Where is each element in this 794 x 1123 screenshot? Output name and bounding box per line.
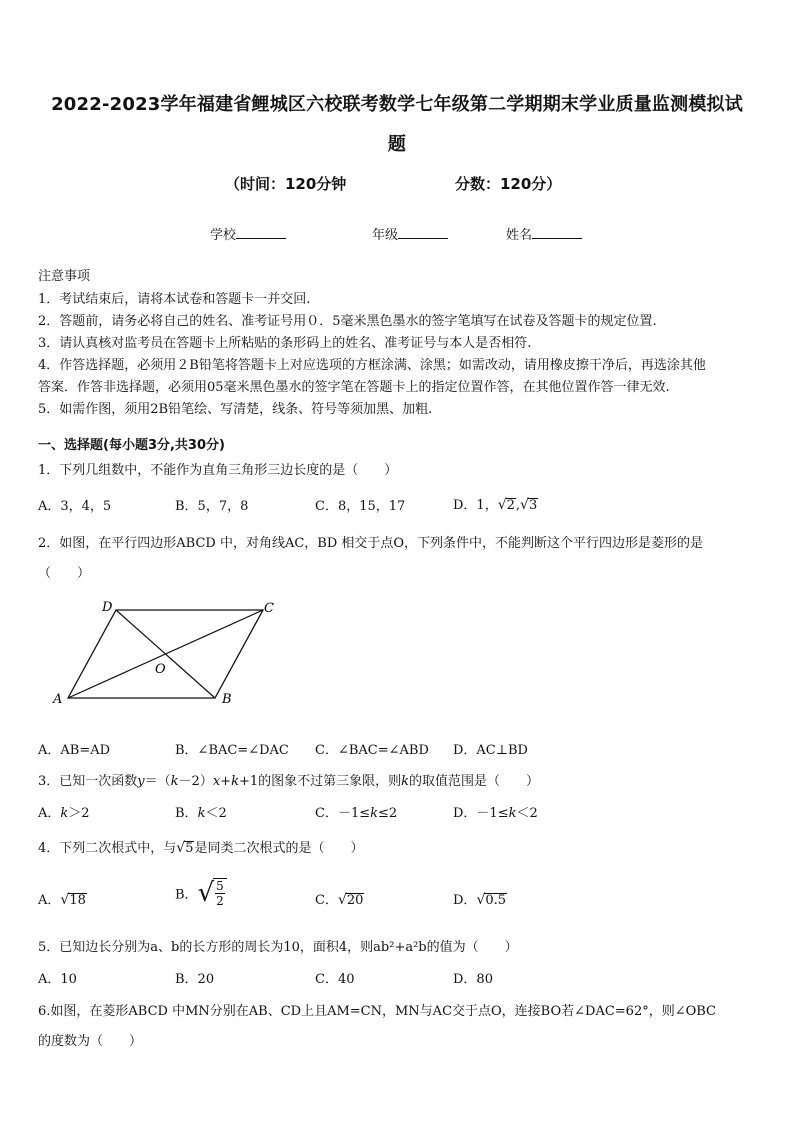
var-k: k	[170, 774, 179, 789]
question-6-stem-continued: 的度数为（ ）	[38, 1034, 143, 1049]
var-k: k	[370, 806, 379, 821]
note-item: 3．请认真核对监考员在答题卡上所粘贴的条形码上的姓名、准考证号与本人是否相符.	[38, 336, 532, 351]
radical-sign: √	[497, 497, 507, 513]
radicand: 3	[528, 498, 538, 513]
q3-a-post: ＞2	[68, 806, 90, 821]
q5-option-b[interactable]: B．20	[175, 972, 215, 987]
q3-option-d[interactable]	[453, 802, 538, 821]
radicand: 2	[506, 498, 515, 513]
numerator: 5	[216, 879, 224, 893]
q3-c-post: ≤2	[378, 806, 398, 821]
name-label: 姓名	[506, 228, 533, 243]
q4-c-pre: C．	[315, 893, 338, 908]
q3-d-post: ＜2	[516, 806, 538, 821]
total-score: 分数：120分）	[455, 175, 562, 193]
var-y: y	[137, 774, 145, 789]
var-k: k	[401, 774, 410, 789]
question-1-stem: 1．下列几组数中，不能作为直角三角形三边长度的是（ ）	[38, 463, 398, 478]
label-c: C	[264, 601, 274, 616]
question-2-stem: 2．如图，在平行四边形ABCD 中，对角线AC，BD 相交于点O，下列条件中，不能判断这个平行四边形是菱形的是	[38, 536, 704, 551]
q3-tail: +1的图象不过第三象限，则	[238, 774, 402, 789]
notes-heading: 注意事项	[38, 269, 91, 284]
grade-blank[interactable]	[398, 226, 448, 239]
q1-option-a[interactable]: A．3，4，5	[38, 499, 112, 514]
q1-d-prefix: D．1，	[453, 498, 498, 513]
q4-d-pre: D．	[453, 893, 477, 908]
radicand: 0.5	[485, 893, 507, 908]
q4-stem-suffix: 是同类二次根式的是（ ）	[194, 841, 364, 856]
exam-title: 2022-2023学年福建省鲤城区六校联考数学七年级第二学期期末学业质量监测模拟试	[51, 94, 743, 115]
label-b: B	[222, 692, 232, 707]
name-field[interactable]	[506, 224, 582, 243]
q2-option-d[interactable]: D．AC⊥BD	[453, 743, 528, 758]
q3-end: 的取值范围是（ ）	[409, 774, 540, 789]
q3-a-pre: A．	[38, 806, 61, 821]
fraction	[213, 878, 227, 908]
diagonal-bd	[116, 610, 215, 698]
q3-b-post: ＜2	[205, 806, 227, 821]
q3-stem-prefix: 3．已知一次函数	[38, 774, 138, 789]
note-item: 5．如需作图，须用2B铅笔绘、写清楚，线条、符号等须加黑、加粗.	[38, 402, 433, 417]
exam-title-continued: 题	[387, 134, 407, 155]
school-label: 学校	[210, 228, 237, 243]
note-item: 1．考试结束后，请将本试卷和答题卡一并交回.	[38, 292, 311, 307]
q1-option-b[interactable]: B．5，7，8	[175, 499, 249, 514]
q3-c-pre: C．－1≤	[315, 806, 371, 821]
radical-sign: √	[60, 892, 70, 908]
q4-stem-prefix: 4．下列二次根式中，与	[38, 841, 177, 856]
parallelogram-diagram	[40, 595, 290, 710]
q3-option-a[interactable]	[38, 802, 90, 821]
section-heading: 一、选择题(每小题3分,共30分)	[38, 438, 225, 453]
q4-option-a[interactable]	[38, 889, 87, 908]
radical-sign: √	[176, 840, 186, 856]
q4-a-pre: A．	[38, 893, 61, 908]
var-k: k	[508, 806, 517, 821]
school-field[interactable]	[210, 224, 286, 243]
var-k: k	[197, 806, 206, 821]
q2-option-b[interactable]: B．∠BAC=∠DAC	[175, 743, 289, 758]
q3-option-c[interactable]	[315, 802, 397, 821]
radical-sign: √	[520, 497, 529, 513]
q1-option-c[interactable]: C．8，15，17	[315, 499, 406, 514]
denominator: 2	[216, 894, 224, 908]
label-o: O	[155, 662, 166, 677]
question-4-stem	[38, 837, 364, 856]
q2-option-a[interactable]: A．AB=AD	[38, 743, 111, 758]
radical-sign: √	[197, 878, 215, 908]
radicand: 18	[69, 893, 86, 908]
q5-option-c[interactable]: C．40	[315, 972, 355, 987]
label-d: D	[102, 600, 113, 615]
q4-option-b[interactable]	[175, 878, 227, 908]
q3-plus: +	[220, 774, 232, 789]
time-limit: （时间：120分钟	[225, 175, 347, 193]
radical-sign: √	[337, 892, 347, 908]
question-3-stem	[38, 770, 539, 789]
q1-option-d[interactable]	[453, 494, 538, 513]
question-6-stem: 6.如图，在菱形ABCD 中MN分别在AB、CD上且AM=CN，MN与AC交于点O，连接BO若∠DAC=62°，则∠OBC	[38, 1004, 717, 1019]
school-blank[interactable]	[236, 226, 286, 239]
separator: ,	[515, 498, 521, 513]
question-2-stem-continued: （ ）	[38, 566, 91, 581]
var-k: k	[60, 806, 69, 821]
note-item: 答案．作答非选择题，必须用05毫米黑色墨水的签字笔在答题卡上的指定位置作答，在其他位置作答一律无效.	[38, 380, 670, 395]
radicand: 20	[346, 893, 364, 908]
name-blank[interactable]	[532, 226, 582, 239]
radicand: 5	[185, 841, 194, 856]
grade-field[interactable]	[372, 224, 448, 243]
q3-mid: －2）	[178, 774, 213, 789]
grade-label: 年级	[372, 228, 399, 243]
q4-option-c[interactable]	[315, 889, 364, 908]
q5-option-d[interactable]: D．80	[453, 972, 493, 987]
var-x: x	[212, 774, 221, 789]
q2-option-c[interactable]: C．∠BAC=∠ABD	[315, 743, 429, 758]
label-a: A	[53, 692, 63, 707]
radical-sign: √	[476, 892, 486, 908]
var-k: k	[231, 774, 239, 789]
q3-equals: ＝（	[144, 774, 171, 789]
q3-b-pre: B．	[175, 806, 198, 821]
q4-option-d[interactable]	[453, 889, 507, 908]
q4-b-pre: B．	[175, 887, 198, 903]
q3-option-b[interactable]	[175, 802, 227, 821]
q5-option-a[interactable]: A．10	[38, 972, 77, 987]
question-5-stem: 5．已知边长分别为a、b的长方形的周长为10，面积4，则ab²+a²b的值为（ ）	[38, 940, 518, 955]
q3-d-pre: D．－1≤	[453, 806, 509, 821]
note-item: 4．作答选择题，必须用２B铅笔将答题卡上对应选项的方框涂满、涂黑；如需改动，请用橡皮擦干净后，再选涂其他	[38, 358, 706, 373]
note-item: 2．答题前，请务必将自己的姓名、准考证号用０．5毫米黑色墨水的签字笔填写在试卷及答题卡的规定位置.	[38, 314, 657, 329]
